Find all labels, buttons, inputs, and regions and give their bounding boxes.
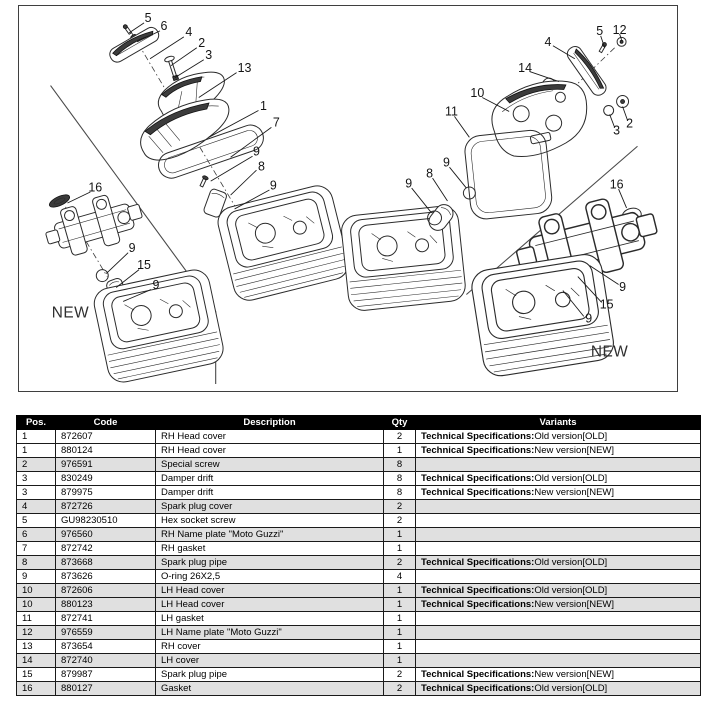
variants-cell — [416, 430, 701, 444]
desc-cell: Damper drift — [156, 486, 384, 500]
callout-number: 9 — [405, 176, 413, 191]
desc-cell: LH Name plate "Moto Guzzi" — [156, 626, 384, 640]
code-cell: 873668 — [56, 556, 156, 570]
qty-cell: 1 — [384, 640, 416, 654]
variants-value: Old version[OLD] — [534, 585, 608, 596]
table-row — [17, 654, 701, 668]
pos-cell: 2 — [17, 458, 56, 472]
desc-cell: RH gasket — [156, 542, 384, 556]
callout-number: 9 — [269, 178, 277, 193]
new-label-right: NEW — [590, 343, 629, 361]
callout-number: 4 — [185, 25, 193, 40]
variants-bold-prefix: Technical Specifications: — [421, 473, 535, 484]
qty-cell: 1 — [384, 598, 416, 612]
callout-leader-line — [231, 170, 257, 195]
col-header-pos: Pos. — [17, 416, 56, 430]
variants-cell — [416, 472, 701, 486]
desc-cell: LH Head cover — [156, 598, 384, 612]
desc-cell: Spark plug pipe — [156, 668, 384, 682]
qty-cell: 2 — [384, 500, 416, 514]
parts-table-body — [17, 430, 701, 696]
callout-number: 9 — [128, 241, 136, 256]
callout-number: 3 — [205, 48, 213, 63]
rh-screw-9-icon — [199, 175, 209, 188]
callout-number: 9 — [253, 144, 260, 159]
table-row — [17, 682, 701, 696]
pos-cell: 15 — [17, 668, 56, 682]
rh-spark-plug-cover-drawing — [107, 25, 161, 65]
variants-value: New version[NEW] — [534, 445, 615, 456]
code-cell: 872741 — [56, 612, 156, 626]
col-header-qty: Qty — [384, 416, 416, 430]
table-row — [17, 584, 701, 598]
qty-cell: 1 — [384, 542, 416, 556]
variants-bold-prefix: Technical Specifications: — [421, 557, 535, 568]
parts-table-header — [17, 416, 701, 430]
variants-cell — [416, 528, 701, 542]
variants-bold-prefix: Technical Specifications: — [421, 487, 535, 498]
code-cell: 873626 — [56, 570, 156, 584]
table-row — [17, 472, 701, 486]
table-row — [17, 612, 701, 626]
qty-cell: 2 — [384, 668, 416, 682]
qty-cell: 1 — [384, 444, 416, 458]
variants-value: New version[NEW] — [534, 669, 615, 680]
callout-number: 8 — [426, 166, 434, 181]
rh-cylinder-head-old-drawing — [215, 183, 352, 304]
parts-table — [16, 415, 701, 696]
variants-bold-prefix: Technical Specifications: — [421, 683, 535, 694]
table-row — [17, 556, 701, 570]
code-cell: 879975 — [56, 486, 156, 500]
table-row — [17, 668, 701, 682]
callout-leader-line — [619, 189, 627, 208]
table-row — [17, 542, 701, 556]
callout-number: 5 — [144, 11, 152, 26]
callout-number: 7 — [272, 115, 280, 130]
diagram-svg — [19, 6, 677, 391]
variants-cell — [416, 654, 701, 668]
qty-cell: 1 — [384, 584, 416, 598]
desc-cell: RH Head cover — [156, 430, 384, 444]
callout-number: 1 — [259, 98, 267, 113]
variants-cell — [416, 514, 701, 528]
callout-leader-line — [211, 156, 253, 181]
callout-number: 11 — [445, 104, 458, 119]
qty-cell: 8 — [384, 486, 416, 500]
qty-cell: 1 — [384, 626, 416, 640]
variants-cell — [416, 458, 701, 472]
variants-value: New version[NEW] — [534, 487, 615, 498]
callout-number: 15 — [599, 297, 614, 312]
new-label-left: NEW — [51, 304, 90, 322]
pos-cell: 13 — [17, 640, 56, 654]
variants-cell — [416, 640, 701, 654]
code-cell: 976591 — [56, 458, 156, 472]
desc-cell: LH gasket — [156, 612, 384, 626]
callout-number: 9 — [443, 155, 450, 170]
callout-number: 2 — [626, 116, 633, 131]
variants-cell — [416, 612, 701, 626]
callout-number: 10 — [470, 85, 485, 100]
qty-cell: 2 — [384, 682, 416, 696]
variants-cell — [416, 626, 701, 640]
callout-number: 5 — [596, 24, 604, 39]
variants-cell — [416, 556, 701, 570]
exploded-diagram — [18, 5, 678, 392]
callout-number: 4 — [544, 35, 552, 50]
pos-cell: 7 — [17, 542, 56, 556]
col-header-description: Description — [156, 416, 384, 430]
pos-cell: 4 — [17, 500, 56, 514]
desc-cell: Damper drift — [156, 472, 384, 486]
pos-cell: 12 — [17, 626, 56, 640]
pos-cell: 11 — [17, 612, 56, 626]
desc-cell: Spark plug cover — [156, 500, 384, 514]
callout-leader-line — [67, 192, 90, 203]
code-cell: 880123 — [56, 598, 156, 612]
variants-cell — [416, 682, 701, 696]
variants-bold-prefix: Technical Specifications: — [421, 445, 535, 456]
table-row — [17, 514, 701, 528]
code-cell: 880124 — [56, 444, 156, 458]
variants-value: New version[NEW] — [534, 599, 615, 610]
code-cell: 872606 — [56, 584, 156, 598]
desc-cell: RH Head cover — [156, 444, 384, 458]
variants-bold-prefix: Technical Specifications: — [421, 669, 535, 680]
callout-leader-line — [171, 48, 197, 66]
code-cell: 872607 — [56, 430, 156, 444]
desc-cell: Special screw — [156, 458, 384, 472]
callout-leader-line — [231, 127, 272, 157]
pos-cell: 3 — [17, 486, 56, 500]
table-row — [17, 626, 701, 640]
code-cell: 976559 — [56, 626, 156, 640]
pos-cell: 1 — [17, 430, 56, 444]
callout-number: 6 — [160, 19, 168, 34]
variants-cell — [416, 584, 701, 598]
desc-cell: Spark plug pipe — [156, 556, 384, 570]
desc-cell: Hex socket screw — [156, 514, 384, 528]
gasket-16-left-drawing — [48, 192, 72, 209]
variants-bold-prefix: Technical Specifications: — [421, 431, 535, 442]
table-row — [17, 598, 701, 612]
code-cell: 872726 — [56, 500, 156, 514]
table-row — [17, 430, 701, 444]
variants-value: Old version[OLD] — [534, 683, 608, 694]
desc-cell: LH Head cover — [156, 584, 384, 598]
qty-cell: 1 — [384, 612, 416, 626]
callout-number: 9 — [585, 311, 593, 326]
variants-cell — [416, 598, 701, 612]
callout-number: 16 — [88, 180, 103, 195]
variants-cell — [416, 500, 701, 514]
callout-number: 12 — [612, 23, 627, 38]
table-row — [17, 570, 701, 584]
code-cell: 872740 — [56, 654, 156, 668]
qty-cell: 8 — [384, 458, 416, 472]
pos-cell: 3 — [17, 472, 56, 486]
qty-cell: 2 — [384, 514, 416, 528]
variants-value: Old version[OLD] — [534, 473, 608, 484]
o-ring-9-left-a — [96, 270, 108, 282]
code-cell: GU98230510 — [56, 514, 156, 528]
variants-cell — [416, 542, 701, 556]
col-header-code: Code — [56, 416, 156, 430]
code-cell: 976560 — [56, 528, 156, 542]
pos-cell: 6 — [17, 528, 56, 542]
qty-cell: 1 — [384, 654, 416, 668]
variants-bold-prefix: Technical Specifications: — [421, 585, 535, 596]
callout-number: 2 — [198, 36, 206, 51]
callout-number: 13 — [237, 60, 252, 75]
callout-leader-line — [433, 178, 448, 201]
pos-cell: 16 — [17, 682, 56, 696]
qty-cell: 1 — [384, 528, 416, 542]
code-cell: 873654 — [56, 640, 156, 654]
rh-special-screw-2-3-icon — [164, 55, 181, 81]
desc-cell: RH cover — [156, 640, 384, 654]
code-cell: 830249 — [56, 472, 156, 486]
desc-cell: RH Name plate "Moto Guzzi" — [156, 528, 384, 542]
table-row — [17, 640, 701, 654]
callout-number: 3 — [613, 123, 621, 138]
pos-cell: 5 — [17, 514, 56, 528]
pos-cell: 8 — [17, 556, 56, 570]
callout-number: 15 — [137, 257, 151, 272]
table-row — [17, 486, 701, 500]
callout-number: 14 — [518, 60, 532, 75]
table-row — [17, 458, 701, 472]
callout-number: 16 — [609, 177, 624, 192]
callout-number: 9 — [619, 279, 627, 294]
code-cell: 880127 — [56, 682, 156, 696]
variants-cell — [416, 570, 701, 584]
pos-cell: 10 — [17, 598, 56, 612]
table-row — [17, 444, 701, 458]
pos-cell: 1 — [17, 444, 56, 458]
qty-cell: 4 — [384, 570, 416, 584]
pos-cell: 14 — [17, 654, 56, 668]
qty-cell: 8 — [384, 472, 416, 486]
variants-value: Old version[OLD] — [534, 557, 608, 568]
variants-value: Old version[OLD] — [534, 431, 608, 442]
desc-cell: LH cover — [156, 654, 384, 668]
pos-cell: 10 — [17, 584, 56, 598]
variants-cell — [416, 486, 701, 500]
table-row — [17, 528, 701, 542]
callout-number: 8 — [257, 159, 265, 174]
callout-number: 9 — [152, 277, 160, 292]
desc-cell: O-ring 26X2,5 — [156, 570, 384, 584]
qty-cell: 2 — [384, 430, 416, 444]
variants-cell — [416, 668, 701, 682]
variants-cell — [416, 444, 701, 458]
desc-cell: Gasket — [156, 682, 384, 696]
table-row — [17, 500, 701, 514]
callout-leader-line — [449, 167, 466, 188]
pos-cell: 9 — [17, 570, 56, 584]
code-cell: 879987 — [56, 668, 156, 682]
variants-bold-prefix: Technical Specifications: — [421, 599, 535, 610]
code-cell: 872742 — [56, 542, 156, 556]
qty-cell: 2 — [384, 556, 416, 570]
callout-leader-line — [106, 253, 128, 274]
callout-leader-line — [454, 116, 469, 137]
col-header-variants: Variants — [416, 416, 701, 430]
